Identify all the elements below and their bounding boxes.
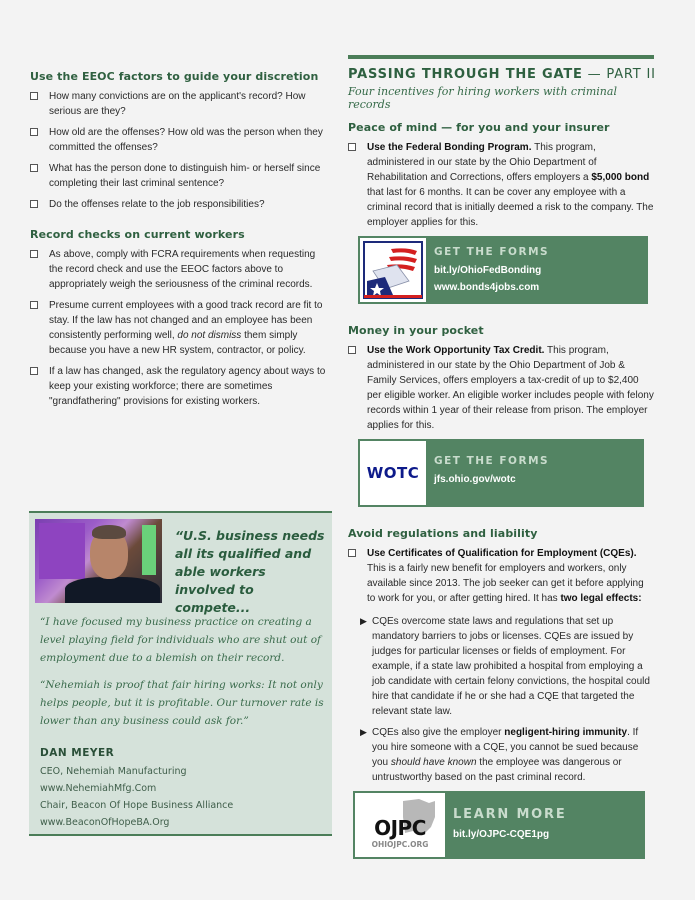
section-heading: Money in your pocket xyxy=(348,324,484,337)
bullet-item: ▶ CQEs overcome state laws and regulations that set up mandatory barriers to jobs or licenses. CQEs are issued by judges for particular licenses or fields of employment. For example, if a state law prohibited a hospital from employing a job candidate with certain felony convictions, the hospital could hire that candidate if he or she had a CQE that targeted the relevant state law. xyxy=(360,616,650,717)
pull-quote-headline: “U.S. business needs all its qualified and able workers involved to compete... xyxy=(175,528,325,615)
cta-label: GET THE FORMS xyxy=(434,246,550,258)
left-column xyxy=(30,70,330,421)
record-checks-section xyxy=(30,228,330,409)
checklist-item: As above, comply with FCRA requirements when requesting the record check and use the EEOC factors above to appropriately weigh the seriousness of the criminal records. xyxy=(30,247,330,292)
checklist-item: Use the Work Opportunity Tax Credit. This program, administered in our state by the Ohio Department of Job & Family Services, offers employers a tax-credit of up to $2,400 per eligible worker. An eligible worker includes people with felony records within 1 year of their release from prison. The employer applies for this. xyxy=(348,343,654,433)
header-rule xyxy=(348,55,654,59)
quote-paragraph: “I have focused my business practice on creating a level playing field for individuals who are shut out of employment due to a blemish on their record. xyxy=(40,616,321,664)
checkbox-icon[interactable] xyxy=(30,367,38,375)
page-subtitle: Four incentives for hiring workers with criminal records xyxy=(348,85,617,111)
flag-icon xyxy=(363,241,423,299)
checklist-item: If a law has changed, ask the regulatory agency about ways to keep your existing workforce; there are sometimes "grandfathering" provisions for existing workers. xyxy=(30,364,330,409)
ojpc-logo: OJPC OHIOJPC.ORG xyxy=(355,793,445,857)
checklist-item: What has the person done to distinguish him- or herself since completing their last criminal sentence? xyxy=(30,161,330,191)
arrow-right-icon: ▶ xyxy=(360,727,367,737)
federal-bonding-section xyxy=(348,121,654,304)
speaker-title: Chair, Beacon Of Hope Business Alliance xyxy=(40,800,234,811)
cqe-section xyxy=(348,527,654,859)
checklist-item: Use the Federal Bonding Program. This program, administered in our state by the Ohio Department of Rehabilitation and Corrections, offers employers a $5,000 bond that last for 6 months. It can be cover any employee with a criminal record that is initially deemed a risk to the company. The employer applies for this. xyxy=(348,140,654,230)
right-column xyxy=(348,55,654,871)
checklist xyxy=(30,89,330,212)
checkbox-icon[interactable] xyxy=(348,346,356,354)
speaker-website[interactable]: www.NehemiahMfg.Com xyxy=(40,783,157,794)
checkbox-icon[interactable] xyxy=(30,301,38,309)
cta-label: GET THE FORMS xyxy=(434,455,550,467)
checkbox-icon[interactable] xyxy=(30,200,38,208)
get-forms-bonding-banner[interactable] xyxy=(358,236,648,304)
wotc-link[interactable]: jfs.ohio.gov/wotc xyxy=(434,474,516,485)
quote-paragraph: “Nehemiah is proof that fair hiring works: It not only helps people, but it is profitable. Our turnover rate is lower than any business could ask for.” xyxy=(40,679,324,727)
checklist-item: How old are the offenses? How old was the person when they committed the offenses? xyxy=(30,125,330,155)
section-heading: Peace of mind — for you and your insurer xyxy=(348,121,610,134)
learn-more-ojpc-banner[interactable] xyxy=(353,791,645,859)
quote-signature xyxy=(40,747,325,831)
arrow-right-icon: ▶ xyxy=(360,616,367,626)
checklist-item: Use Certificates of Qualification for Employment (CQEs). This is a fairly new benefit for employers and workers, only available since 2013. The job seeker can get it before applying to work for you, or after getting hired. It has two legal effects: ▶ CQEs overcome state laws and regulations that set up mandatory barriers to jobs or licenses. CQEs are issued by judges for particular licenses or fields of employment. For example, if a state law prohibited a hospital from employing a job candidate with certain felony convictions, the hospital could hire that candidate if he or she had a CQE that targeted the relevant state law. ▶ CQEs also give the employer negligent-hiring immunity. If you hire someone with a CQE, you cannot be sued because you should have known the employee was dangerous or untrustworthy based on the past criminal record. xyxy=(348,546,654,785)
bullet-item: ▶ CQEs also give the employer negligent-hiring immunity. If you hire someone with a CQE, you cannot be sued because you should have known the employee was dangerous or untrustworthy based on the past criminal record. xyxy=(360,727,639,783)
checklist-item: How many convictions are on the applicant's record? How serious are they? xyxy=(30,89,330,119)
page-title: PASSING THROUGH THE GATE — PART II xyxy=(348,67,656,82)
checkbox-icon[interactable] xyxy=(30,92,38,100)
checklist-item: Presume current employees with a good track record are fit to stay. If the law has not changed and an employee has been consistently performing well, do not dismiss them simply because you have a new HR system, contractor, or policy. xyxy=(30,298,330,358)
wotc-logo: WOTC xyxy=(360,441,426,505)
section-heading: Avoid regulations and liability xyxy=(348,527,538,540)
section-heading: Record checks on current workers xyxy=(30,228,245,241)
bonds4jobs-link[interactable]: www.bonds4jobs.com xyxy=(434,282,540,293)
checklist-item: Do the offenses relate to the job responsibilities? xyxy=(30,197,330,212)
federal-bonding-logo xyxy=(360,238,426,302)
speaker-title: CEO, Nehemiah Manufacturing xyxy=(40,766,187,777)
wotc-section xyxy=(348,324,654,507)
checklist xyxy=(30,247,330,409)
checkbox-icon[interactable] xyxy=(30,164,38,172)
section-heading: Use the EEOC factors to guide your discretion xyxy=(30,70,319,83)
speaker-photo xyxy=(35,519,162,603)
testimonial-box xyxy=(29,511,332,836)
get-forms-wotc-banner[interactable] xyxy=(358,439,644,507)
checkbox-icon[interactable] xyxy=(30,128,38,136)
speaker-name: DAN MEYER xyxy=(40,747,115,759)
checkbox-icon[interactable] xyxy=(348,143,356,151)
ojpc-link[interactable]: bit.ly/OJPC-CQE1pg xyxy=(453,829,550,840)
checkbox-icon[interactable] xyxy=(30,250,38,258)
bonding-link[interactable]: bit.ly/OhioFedBonding xyxy=(434,265,542,276)
eeoc-factors-section xyxy=(30,70,330,212)
alliance-website[interactable]: www.BeaconOfHopeBA.Org xyxy=(40,817,170,828)
cta-label: LEARN MORE xyxy=(453,807,567,822)
quote-body xyxy=(40,613,325,739)
checkbox-icon[interactable] xyxy=(348,549,356,557)
